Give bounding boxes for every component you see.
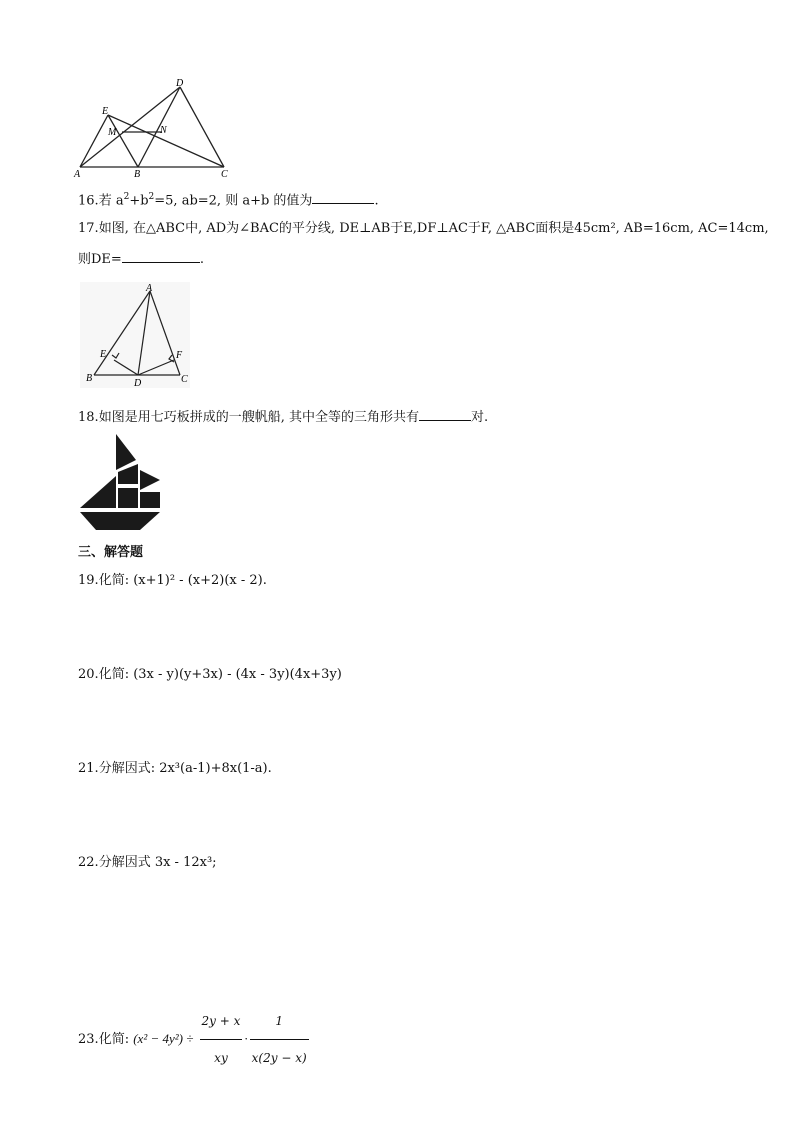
label-E: E (102, 106, 109, 117)
label-F: F (176, 350, 183, 361)
label-A: A (74, 169, 81, 178)
question-22: 22.分解因式 3x - 12x³; (78, 855, 217, 870)
label-C: C (221, 169, 228, 178)
label-B: B (134, 169, 141, 178)
question-18: 18.如图是用七巧板拼成的一艘帆船, 其中全等的三角形共有 对. (78, 410, 489, 425)
label-N: N (160, 125, 167, 136)
label-D: D (134, 378, 142, 388)
question-16: 16.若 $a^2+b^2=5$, ab=2, 则 a+b 的值为 . (78, 192, 379, 209)
label-E: E (100, 349, 107, 360)
label-B: B (86, 373, 93, 384)
figure-triangles-1 (72, 78, 242, 178)
expression-part1: (x² − 4y²) ÷ (133, 1031, 194, 1046)
label-C: C (181, 374, 188, 385)
answer-blank-18[interactable] (419, 408, 471, 421)
question-17-line2: 则DE= . (78, 252, 204, 267)
figure-triangle-bisector (80, 282, 190, 388)
question-21: 21.分解因式: 2x³(a-1)+8x(1-a). (78, 761, 272, 776)
fraction-1: $\frac{2y + x}{xy}$ (200, 1003, 243, 1076)
question-19: 19.化简: (x+1)² - (x+2)(x - 2). (78, 573, 267, 588)
answer-blank-16[interactable] (312, 191, 374, 204)
answer-blank-17[interactable] (122, 250, 200, 263)
question-17-line1: 17.如图, 在△ABC中, AD为∠BAC的平分线, DE⊥AB于E,DF⊥AC于F, △ABC面积是45cm², AB=16cm, AC=14cm, (78, 221, 769, 236)
section-title: 三、解答题 (78, 545, 144, 560)
fraction-2: $\frac{1}{x(2y - x)}$ (250, 1003, 309, 1076)
question-20: 20.化简: (3x - y)(y+3x) - (4x - 3y)(4x+3y) (78, 667, 342, 682)
label-A: A (146, 283, 153, 294)
label-D: D (176, 78, 184, 89)
label-M: M (108, 127, 117, 138)
figure-tangram-sailboat (78, 432, 162, 532)
question-23: 23.化简: (x² − 4y²) ÷ $\frac{2y + x}{xy}$ · $\frac{1}{x(2y - x)}$ (78, 1003, 311, 1076)
